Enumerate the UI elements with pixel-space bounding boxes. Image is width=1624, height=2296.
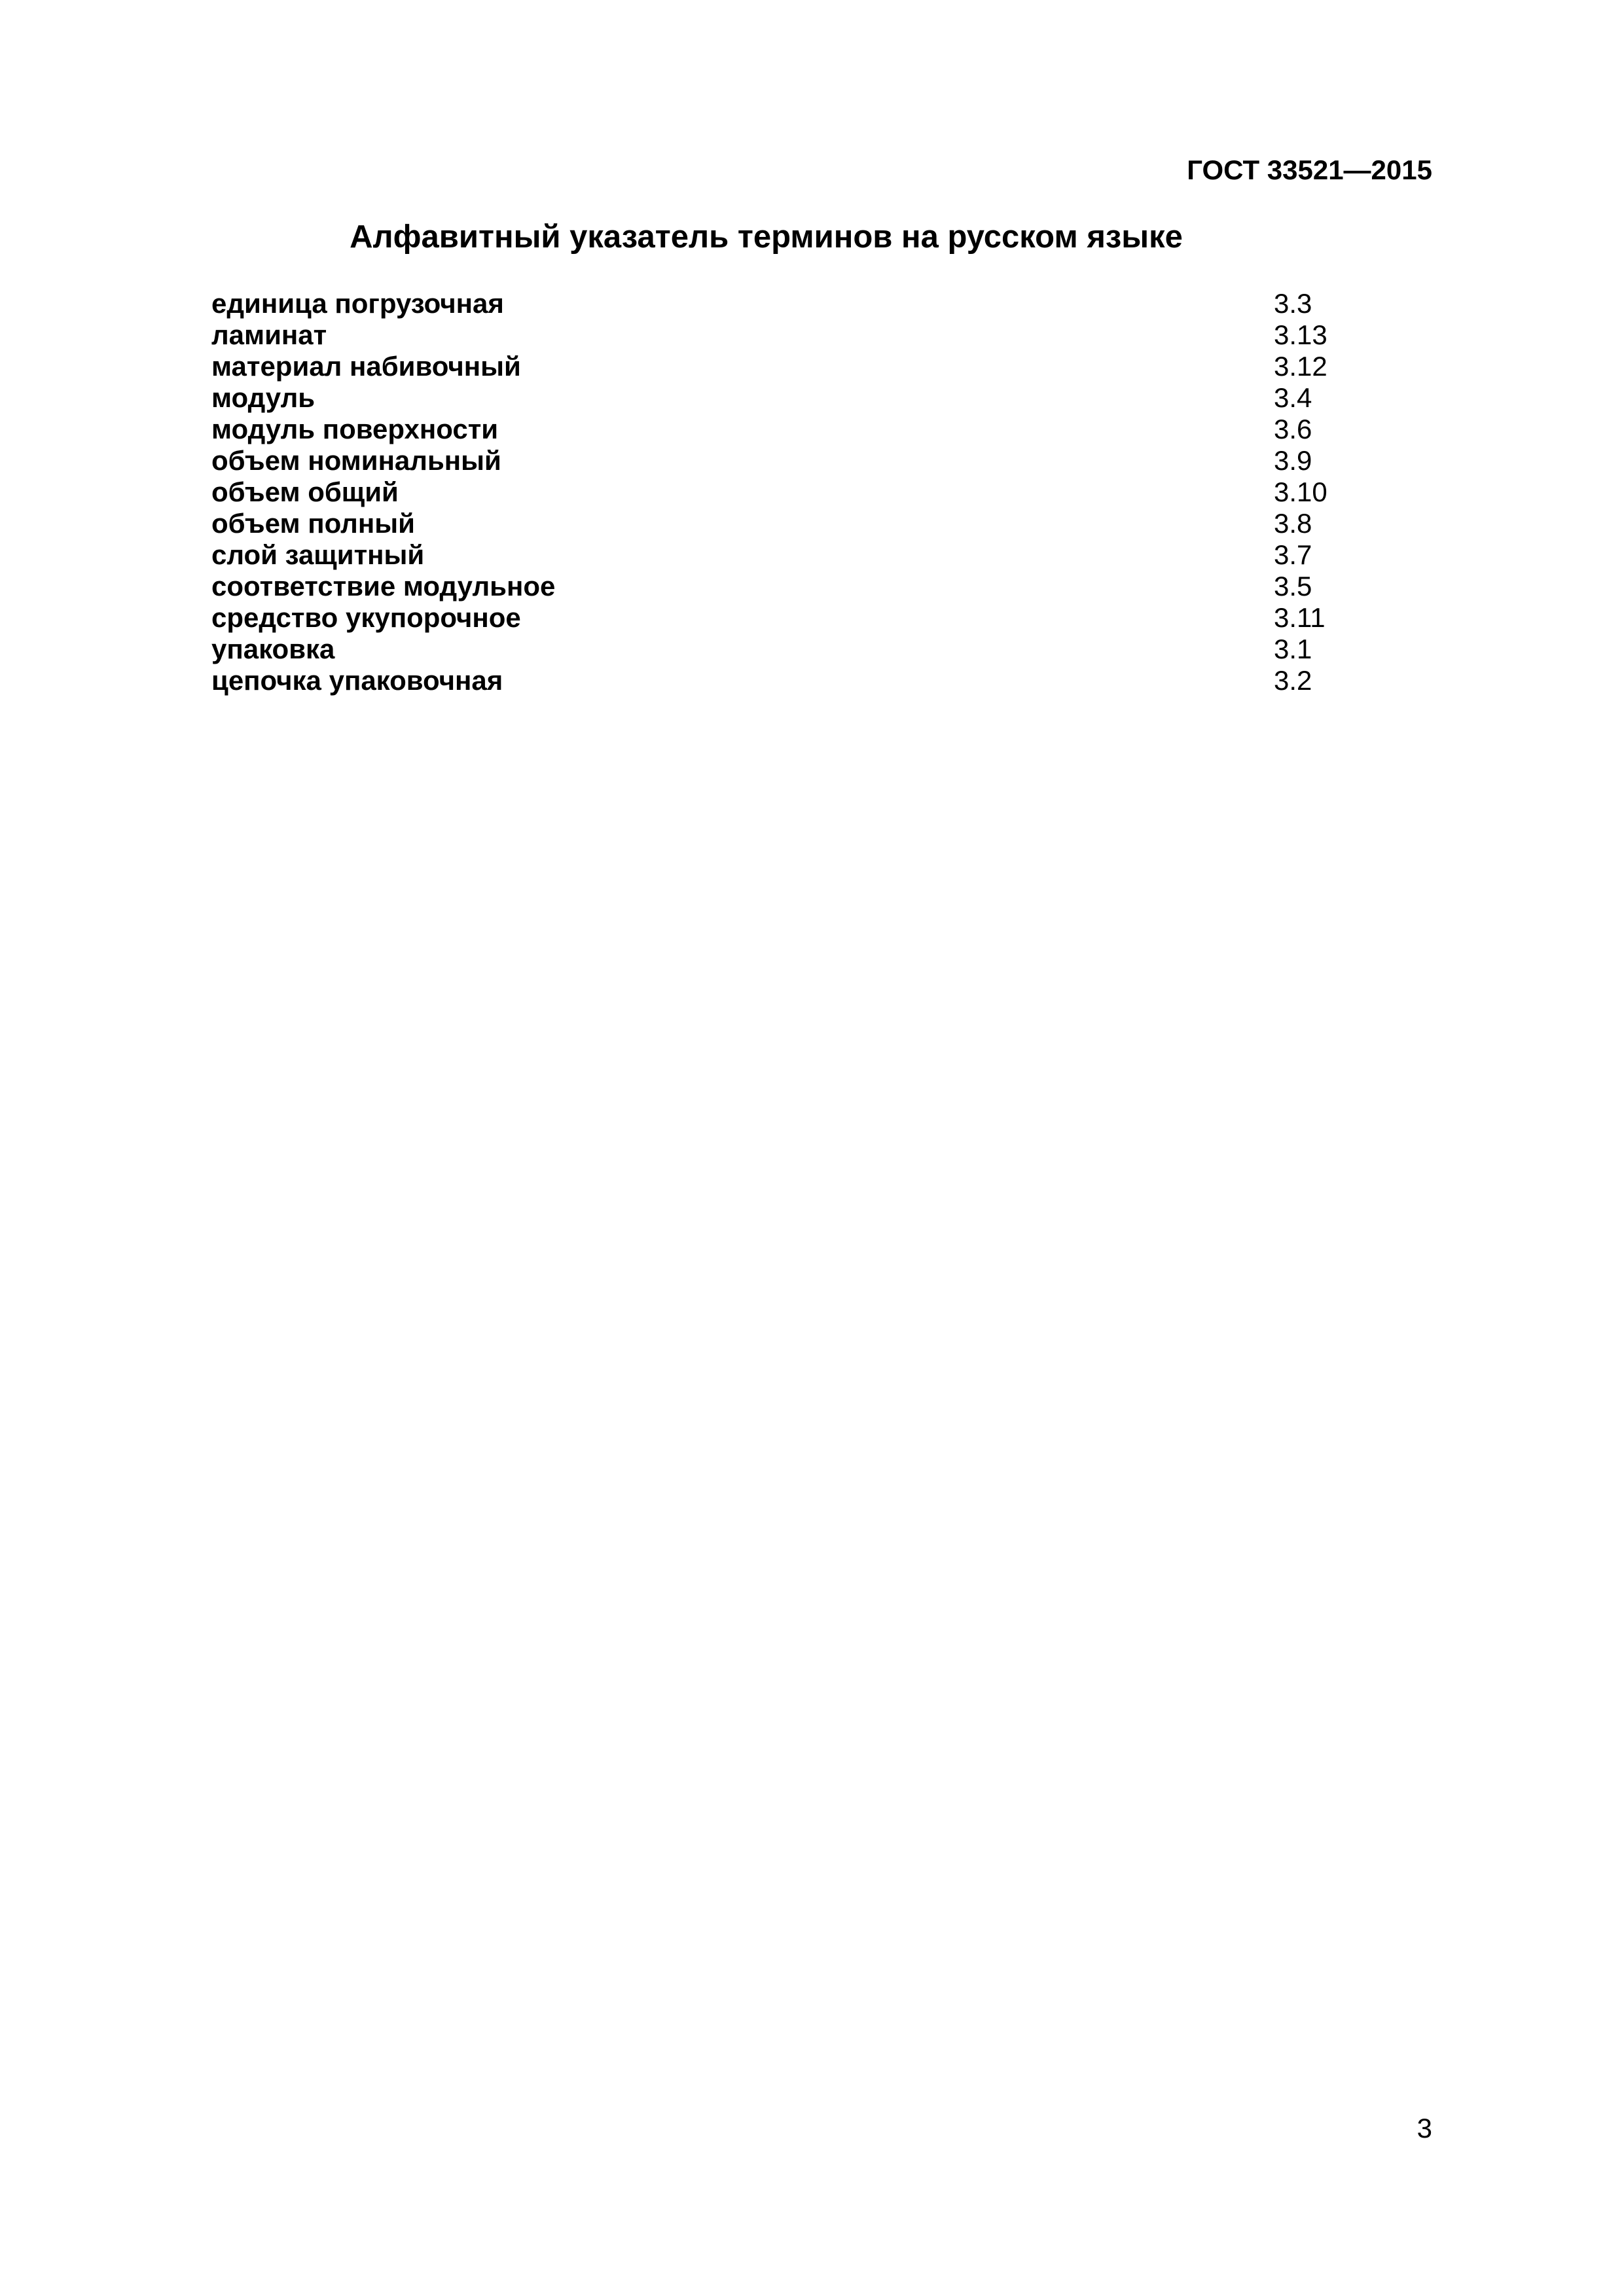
index-title: Алфавитный указатель терминов на русском языке [350, 219, 1183, 255]
index-ref: 3.7 [1274, 539, 1312, 570]
index-term: ламинат [211, 319, 327, 350]
index-term: модуль [211, 382, 316, 413]
index-term: единица погрузочная [211, 288, 504, 319]
index-term: соответствие модульное [211, 571, 556, 601]
index-entry [211, 508, 1435, 539]
index-term: средство укупорочное [211, 602, 521, 633]
index-term: цепочка упаковочная [211, 665, 503, 696]
index-entry [211, 382, 1435, 414]
index-ref: 3.1 [1274, 634, 1312, 664]
index-term: слой защитный [211, 539, 425, 570]
index-ref: 3.5 [1274, 571, 1312, 601]
index-ref: 3.10 [1274, 476, 1327, 507]
index-entry [211, 414, 1435, 445]
index-entry [211, 319, 1435, 351]
page-number: 3 [1416, 2113, 1432, 2144]
index-term: материал набивочный [211, 351, 521, 382]
index-term: модуль поверхности [211, 414, 499, 444]
index-ref: 3.12 [1274, 351, 1327, 382]
index-ref: 3.13 [1274, 319, 1327, 350]
index-entry [211, 634, 1435, 665]
index-ref: 3.4 [1274, 382, 1312, 413]
index-entry [211, 602, 1435, 634]
document-code: ГОСТ 33521—2015 [1187, 154, 1432, 185]
index-term: объем полный [211, 508, 415, 539]
index-ref: 3.9 [1274, 445, 1312, 476]
index-term: объем номинальный [211, 445, 501, 476]
index-entry [211, 665, 1435, 696]
term-index-list [211, 288, 1435, 696]
index-entry [211, 539, 1435, 571]
index-term: объем общий [211, 476, 399, 507]
index-ref: 3.2 [1274, 665, 1312, 696]
index-term: упаковка [211, 634, 335, 664]
index-entry [211, 476, 1435, 508]
index-ref: 3.8 [1274, 508, 1312, 539]
index-ref: 3.3 [1274, 288, 1312, 319]
index-entry [211, 288, 1435, 319]
index-entry [211, 571, 1435, 602]
index-ref: 3.6 [1274, 414, 1312, 444]
index-ref: 3.11 [1274, 602, 1326, 633]
index-entry [211, 445, 1435, 476]
index-entry [211, 351, 1435, 382]
